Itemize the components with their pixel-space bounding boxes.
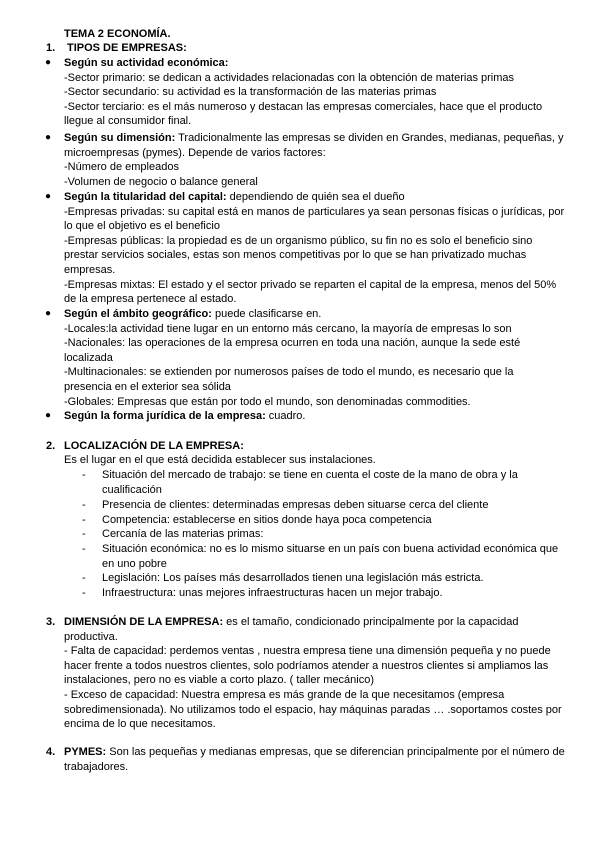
text-line: Situación del mercado de trabajo: se tiene en cuenta el coste de la mano de obra y la (102, 469, 518, 481)
bullet-icon: ● (45, 57, 52, 68)
text-line: prestar servicios sociales, estas son menos competitivas por lo que se han privatizado muchas (64, 249, 527, 262)
text-line: presencia en el exterior sea sólida (64, 380, 231, 393)
section-heading: TIPOS DE EMPRESAS: (67, 42, 187, 54)
bullet-label: Según la titularidad del capital: (64, 191, 227, 203)
bullet-label: Según su actividad económica: (64, 57, 229, 69)
text-line: - Exceso de capacidad: Nuestra empresa es más grande de la que necesitamos (empresa (64, 688, 505, 701)
text-line: -Sector terciario: es el más numeroso y destacan las empresas comerciales, hace que el producto (64, 100, 543, 113)
text-line: encima de lo que necesitamos. (64, 718, 216, 731)
section-heading: PYMES: (64, 746, 107, 758)
list-item (102, 571, 572, 586)
text-line: -Sector primario: se dedican a actividades relacionadas con la obtención de materias primas (64, 71, 515, 84)
text-line: Infraestructura: unas mejores infraestructuras hacen un mejor trabajo. (102, 587, 443, 599)
dash-marker: - (82, 528, 86, 540)
dash-marker: - (82, 514, 86, 526)
dash-marker: - (82, 499, 86, 511)
list-item (102, 498, 572, 513)
text-line: llegue al consumidor final. (64, 115, 192, 128)
text-line: -Sector secundario: su actividad es la transformación de las materias primas (64, 86, 437, 99)
text-line: Presencia de clientes: determinadas empresas deben situarse cerca del cliente (102, 499, 489, 511)
text-inline: cuadro. (265, 410, 306, 422)
text-inline: dependiendo de quién sea el dueño (226, 191, 405, 203)
section-heading: DIMENSIÓN DE LA EMPRESA: (64, 616, 224, 628)
text-line: localizada (64, 351, 113, 364)
text-line: lo que el objetivo es el beneficio (64, 220, 220, 233)
list-item (102, 542, 572, 571)
bullet-forma-juridica (64, 409, 574, 424)
text-line: -Globales: Empresas que están por todo el mundo, son denominadas commodities. (64, 395, 471, 408)
text-line: -Empresas públicas: la propiedad es de un organismo público, su fin no es solo el beneficio sino (64, 234, 533, 247)
text-line: sobredimensionada). No utilizamos todo el espacio, hay máquinas paradas … .soportamos costes por (64, 703, 562, 716)
list-item (102, 527, 572, 542)
text-inline: es el tamaño, condicionado principalmente por la capacidad (223, 616, 519, 628)
text-line: microempresas (pymes). Depende de varios factores: (64, 146, 326, 159)
dash-marker: - (82, 543, 86, 555)
text-line: -Nacionales: las operaciones de la empresa ocurren en toda una nación, aunque la sede esté (64, 337, 521, 350)
list-item (102, 586, 572, 601)
bullet-icon: ● (45, 308, 52, 319)
dash-marker: - (82, 572, 86, 584)
text-line: trabajadores. (64, 760, 129, 773)
list-item (102, 468, 572, 497)
text-line: -Locales:la actividad tiene lugar en un entorno más cercano, la mayoría de empresas lo son (64, 322, 512, 335)
bullet-label: Según la forma jurídica de la empresa: (64, 410, 266, 422)
text-inline: Son las pequeñas y medianas empresas, que se diferencian principalmente por el número de (106, 746, 565, 758)
section-number: 4. (46, 746, 56, 758)
text-line: Cercanía de las materias primas: (102, 528, 264, 540)
bullet-icon: ● (45, 191, 52, 202)
section-body (64, 745, 576, 774)
text-line: -Número de empleados (64, 161, 179, 174)
section-body (64, 615, 576, 732)
text-line: Legislación: Los países más desarrollados tienen una legislación más estricta. (102, 572, 484, 584)
bullet-icon: ● (45, 132, 52, 143)
text-line: instalaciones, pero no es viable a corto plazo. ( taller mecánico) (64, 674, 374, 687)
text-inline: puede clasificarse en. (211, 308, 322, 320)
section-number: 2. (46, 440, 56, 452)
list-item (102, 513, 572, 528)
text-line: - Falta de capacidad: perdemos ventas , nuestra empresa tiene una dimensión pequeña y no puede (64, 645, 551, 658)
bullet-label: Según el ámbito geográfico: (64, 308, 212, 320)
bullet-dimension (64, 131, 574, 189)
text-line: hacer frente a todos nuestros clientes, solo podríamos atender a nuestros clientes si ampliamos las (64, 659, 549, 672)
bullet-icon: ● (45, 410, 52, 421)
section-intro: Es el lugar en el que está decidida establecer sus instalaciones. (64, 454, 376, 466)
text-line: de la empresa pertenece al estado. (64, 293, 237, 306)
document-title: TEMA 2 ECONOMÍA. (64, 28, 171, 40)
section-number: 3. (46, 616, 56, 628)
bullet-actividad-economica (64, 56, 574, 129)
section-heading: LOCALIZACIÓN DE LA EMPRESA: (64, 440, 244, 452)
text-inline: Tradicionalmente las empresas se dividen en Grandes, medianas, pequeñas, y (175, 132, 564, 144)
text-line: en uno pobre (102, 557, 167, 570)
section-number: 1. (46, 42, 56, 54)
text-line: empresas. (64, 263, 116, 276)
bullet-ambito-geografico (64, 307, 574, 409)
text-line: Situación económica: no es lo mismo situarse en un país con buena actividad económica que (102, 543, 559, 555)
text-line: Competencia: establecerse en sitios donde haya poca competencia (102, 514, 432, 526)
bullet-label: Según su dimensión: (64, 132, 176, 144)
dash-marker: - (82, 587, 86, 599)
dash-marker: - (82, 469, 86, 481)
bullet-titularidad (64, 190, 574, 307)
text-line: -Empresas privadas: su capital está en manos de particulares ya sean personas físicas o jurídicas, por (64, 205, 565, 218)
text-line: -Volumen de negocio o balance general (64, 175, 258, 188)
text-line: -Multinacionales: se extienden por numerosos países de todo el mundo, es necesario que la (64, 366, 514, 379)
text-line: productiva. (64, 630, 118, 643)
text-line: cualificación (102, 483, 162, 496)
text-line: -Empresas mixtas: El estado y el sector privado se reparten el capital de la empresa, menos del 50% (64, 278, 557, 291)
